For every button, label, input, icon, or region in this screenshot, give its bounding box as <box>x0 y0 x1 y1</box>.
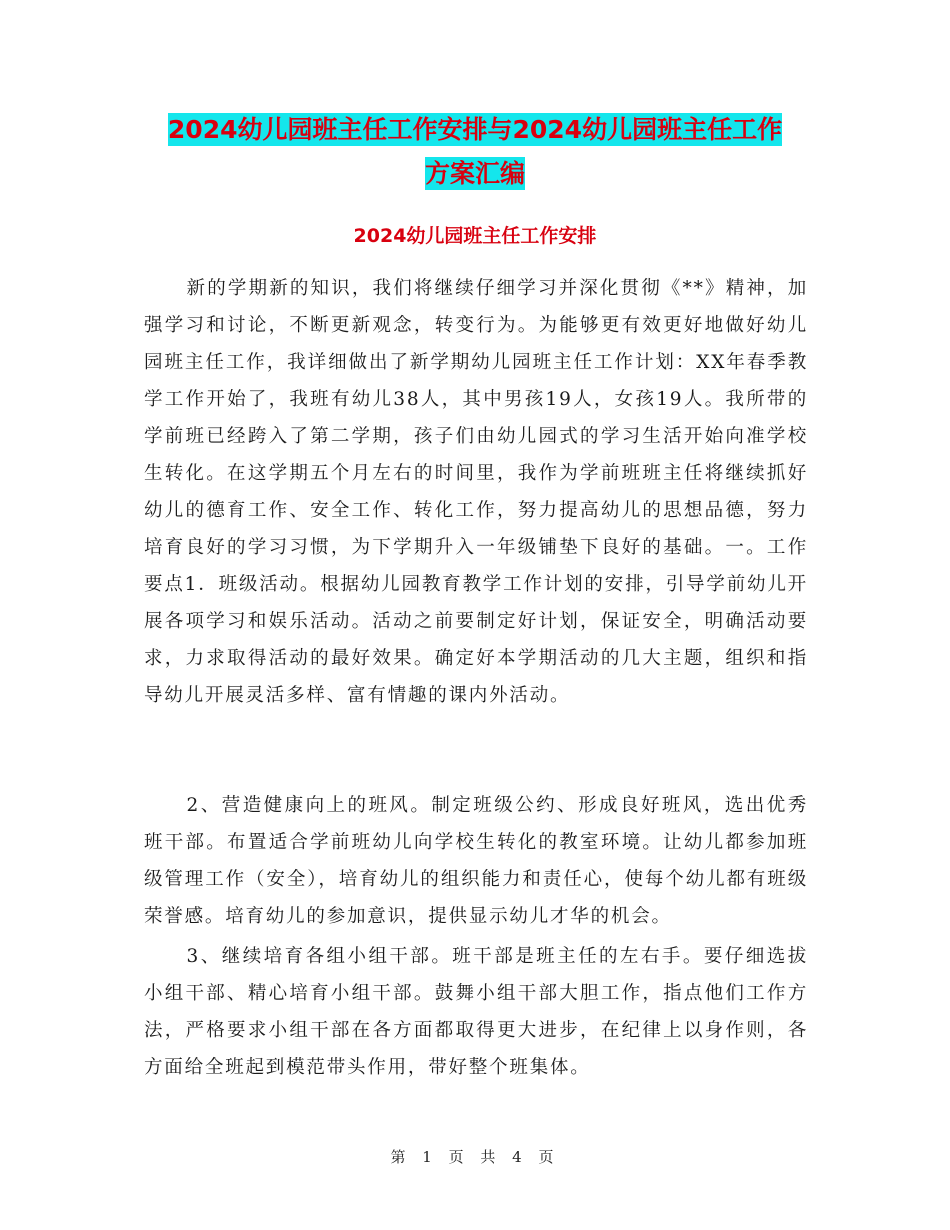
paragraph-1: 新的学期新的知识，我们将继续仔细学习并深化贯彻《**》精神，加强学习和讨论，不断更新观念，转变行为。为能够更有效更好地做好幼儿园班主任工作，我详细做出了新学期幼儿园班主任工作计划：XX年春季教学工作开始了，我班有幼儿38人，其中男孩19人，女孩19人。我所带的学前班已经跨入了第二学期，孩子们由幼儿园式的学习生活开始向准学校生转化。在这学期五个月左右的时间里，我作为学前班班主任将继续抓好幼儿的德育工作、安全工作、转化工作，努力提高幼儿的思想品德，努力培育良好的学习习惯，为下学期升入一年级铺垫下良好的基础。一。工作要点1．班级活动。根据幼儿园教育教学工作计划的安排，引导学前幼儿开展各项学习和娱乐活动。活动之前要制定好计划，保证安全，明确活动要求，力求取得活动的最好效果。确定好本学期活动的几大主题，组织和指导幼儿开展灵活多样、富有情趣的课内外活动。 <box>144 278 808 706</box>
document-title-line-1 <box>0 112 950 148</box>
title-highlight-1: 2024幼儿园班主任工作安排与2024幼儿园班主任工作 <box>167 115 783 144</box>
section-heading: 2024幼儿园班主任工作安排 <box>353 225 597 247</box>
document-title-line-2 <box>0 156 950 192</box>
paragraph-2: 2、营造健康向上的班风。制定班级公约、形成良好班风，选出优秀班干部。布置适合学前班幼儿向学校生转化的教室环境。让幼儿都参加班级管理工作（安全），培育幼儿的组织能力和责任心，使每个幼儿都有班级荣誉感。培育幼儿的参加意识，提供显示幼儿才华的机会。 <box>144 795 808 927</box>
title-highlight-2: 方案汇编 <box>424 159 525 188</box>
page-number-footer: 第 1 页 共 4 页 <box>390 1148 560 1166</box>
paragraph-3: 3、继续培育各组小组干部。班干部是班主任的左右手。要仔细选拔小组干部、精心培育小组干部。鼓舞小组干部大胆工作，指点他们工作方法，严格要求小组干部在各方面都取得更大进步，在纪律上以身作则，各方面给全班起到模范带头作用，带好整个班集体。 <box>144 946 808 1078</box>
